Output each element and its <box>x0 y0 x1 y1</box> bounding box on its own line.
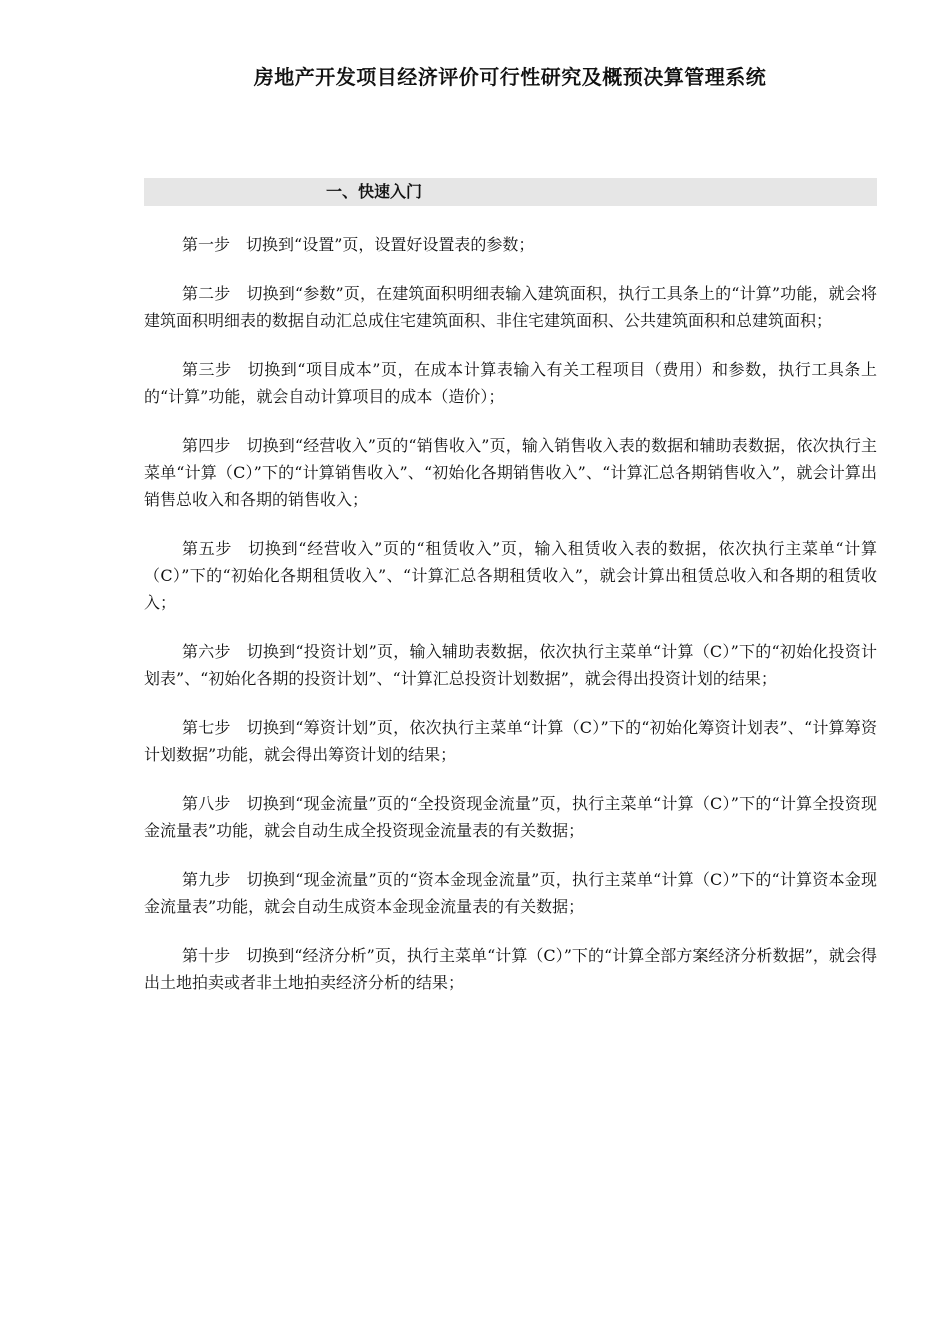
step-text: 切换到“投资计划”页，输入辅助表数据，依次执行主菜单“计算（C）”下的“初始化投资计划表”、“初始化各期的投资计划”、“计算汇总投资计划数据”，就会得出投资计划的结果； <box>144 642 877 688</box>
section-heading: 一、快速入门 <box>326 182 423 201</box>
step-label: 第八步 <box>182 794 231 813</box>
step-label: 第五步 <box>182 539 233 558</box>
step-text: 切换到“参数”页，在建筑面积明细表输入建筑面积，执行工具条上的“计算”功能，就会将建筑面积明细表的数据自动汇总成住宅建筑面积、非住宅建筑面积、公共建筑面积和总建筑面积； <box>144 284 877 330</box>
step-text: 切换到“经济分析”页，执行主菜单“计算（C）”下的“计算全部方案经济分析数据”，就会得出土地拍卖或者非土地拍卖经济分析的结果； <box>144 946 877 992</box>
step-paragraph <box>144 714 877 768</box>
step-paragraph <box>144 280 877 334</box>
step-label: 第四步 <box>182 436 231 455</box>
step-text: 切换到“现金流量”页的“全投资现金流量”页，执行主菜单“计算（C）”下的“计算全投资现金流量表”功能，就会自动生成全投资现金流量表的有关数据； <box>144 794 877 840</box>
step-paragraph <box>144 866 877 920</box>
step-label: 第十步 <box>182 946 231 965</box>
step-text: 切换到“项目成本”页，在成本计算表输入有关工程项目（费用）和参数，执行工具条上的“计算”功能，就会自动计算项目的成本（造价）； <box>144 360 877 406</box>
step-paragraph <box>144 231 877 258</box>
section-header-bar <box>144 178 877 206</box>
step-label: 第二步 <box>182 284 231 303</box>
step-label: 第一步 <box>182 235 231 254</box>
step-text: 切换到“经营收入”页的“租赁收入”页，输入租赁收入表的数据，依次执行主菜单“计算（C）”下的“初始化各期租赁收入”、“计算汇总各期租赁收入”，就会计算出租赁总收入和各期的租赁收入； <box>144 539 877 612</box>
steps-list <box>144 231 877 1018</box>
step-paragraph <box>144 790 877 844</box>
step-paragraph <box>144 535 877 616</box>
step-paragraph <box>144 356 877 410</box>
step-text: 切换到“经营收入”页的“销售收入”页，输入销售收入表的数据和辅助表数据，依次执行主菜单“计算（C）”下的“计算销售收入”、“初始化各期销售收入”、“计算汇总各期销售收入”，就会计算出销售总收入和各期的销售收入； <box>144 436 877 509</box>
step-label: 第七步 <box>182 718 231 737</box>
step-text: 切换到“设置”页，设置好设置表的参数； <box>246 235 535 254</box>
step-text: 切换到“筹资计划”页，依次执行主菜单“计算（C）”下的“初始化筹资计划表”、“计算筹资计划数据”功能，就会得出筹资计划的结果； <box>144 718 877 764</box>
document-title: 房地产开发项目经济评价可行性研究及概预决算管理系统 <box>253 65 767 89</box>
step-label: 第三步 <box>182 360 232 379</box>
step-paragraph <box>144 942 877 996</box>
step-paragraph <box>144 432 877 513</box>
step-paragraph <box>144 638 877 692</box>
step-text: 切换到“现金流量”页的“资本金现金流量”页，执行主菜单“计算（C）”下的“计算资本金现金流量表”功能，就会自动生成资本金现金流量表的有关数据； <box>144 870 877 916</box>
step-label: 第六步 <box>182 642 231 661</box>
step-label: 第九步 <box>182 870 231 889</box>
